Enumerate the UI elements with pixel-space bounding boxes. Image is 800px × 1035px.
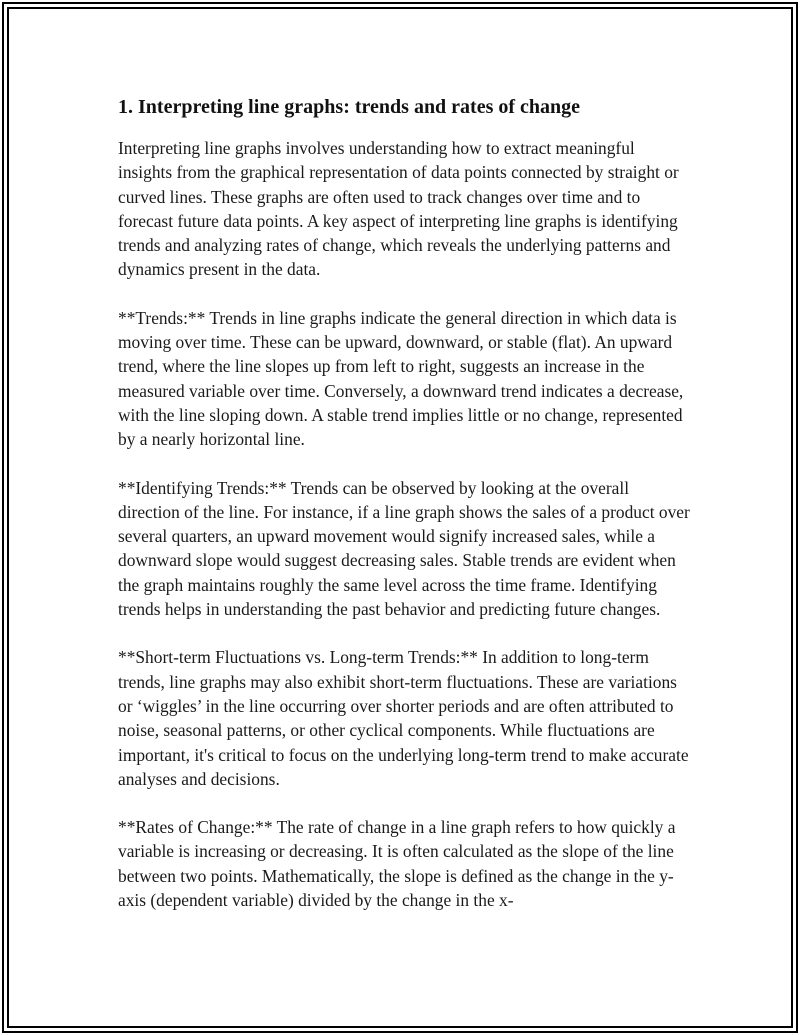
paragraph-identifying-trends: **Identifying Trends:** Trends can be observed by looking at the overall direction of the line. For instance, if a line graph shows the sales of a product over several quarters, an upward movement would signify increased sales, while a downward slope would suggest decreasing sales. Stable trends are evident when the graph maintains roughly the same level across the time frame. Identifying trends helps in understanding the past behavior and predicting future changes. bbox=[118, 477, 690, 620]
paragraph-trends: **Trends:** Trends in line graphs indicate the general direction in which data is moving over time. These can be upward, downward, or stable (flat). An upward trend, where the line slopes up from left to right, suggests an increase in the measured variable over time. Conversely, a downward trend indicates a decrease, with the line sloping down. A stable trend implies little or no change, represented by a nearly horizontal line. bbox=[118, 307, 684, 450]
section-heading: 1. Interpreting line graphs: trends and rates of change bbox=[118, 96, 581, 118]
document-body bbox=[118, 94, 690, 936]
paragraph-fluctuations: **Short-term Fluctuations vs. Long-term Trends:** In addition to long-term trends, line graphs may also exhibit short-term fluctuations. These are variations or ‘wiggles’ in the line occurring over shorter periods and are often attributed to noise, seasonal patterns, or other cyclical components. While fluctuations are important, it's critical to focus on the underlying long-term trend to make accurate analyses and decisions. bbox=[118, 647, 689, 789]
paragraph-rates-of-change: **Rates of Change:** The rate of change in a line graph refers to how quickly a variable is increasing or decreasing. It is often calculated as the slope of the line between two points. Mathematically, the slope is defined as the change in the y-axis (dependent variable) divided by the change in the x- bbox=[118, 817, 676, 911]
paragraph-intro: Interpreting line graphs involves understanding how to extract meaningful insights from the graphical representation of data points connected by straight or curved lines. These graphs are often used to track changes over time and to forecast future data points. A key aspect of interpreting line graphs is identifying trends and analyzing rates of change, which reveals the underlying patterns and dynamics present in the data. bbox=[118, 138, 679, 280]
